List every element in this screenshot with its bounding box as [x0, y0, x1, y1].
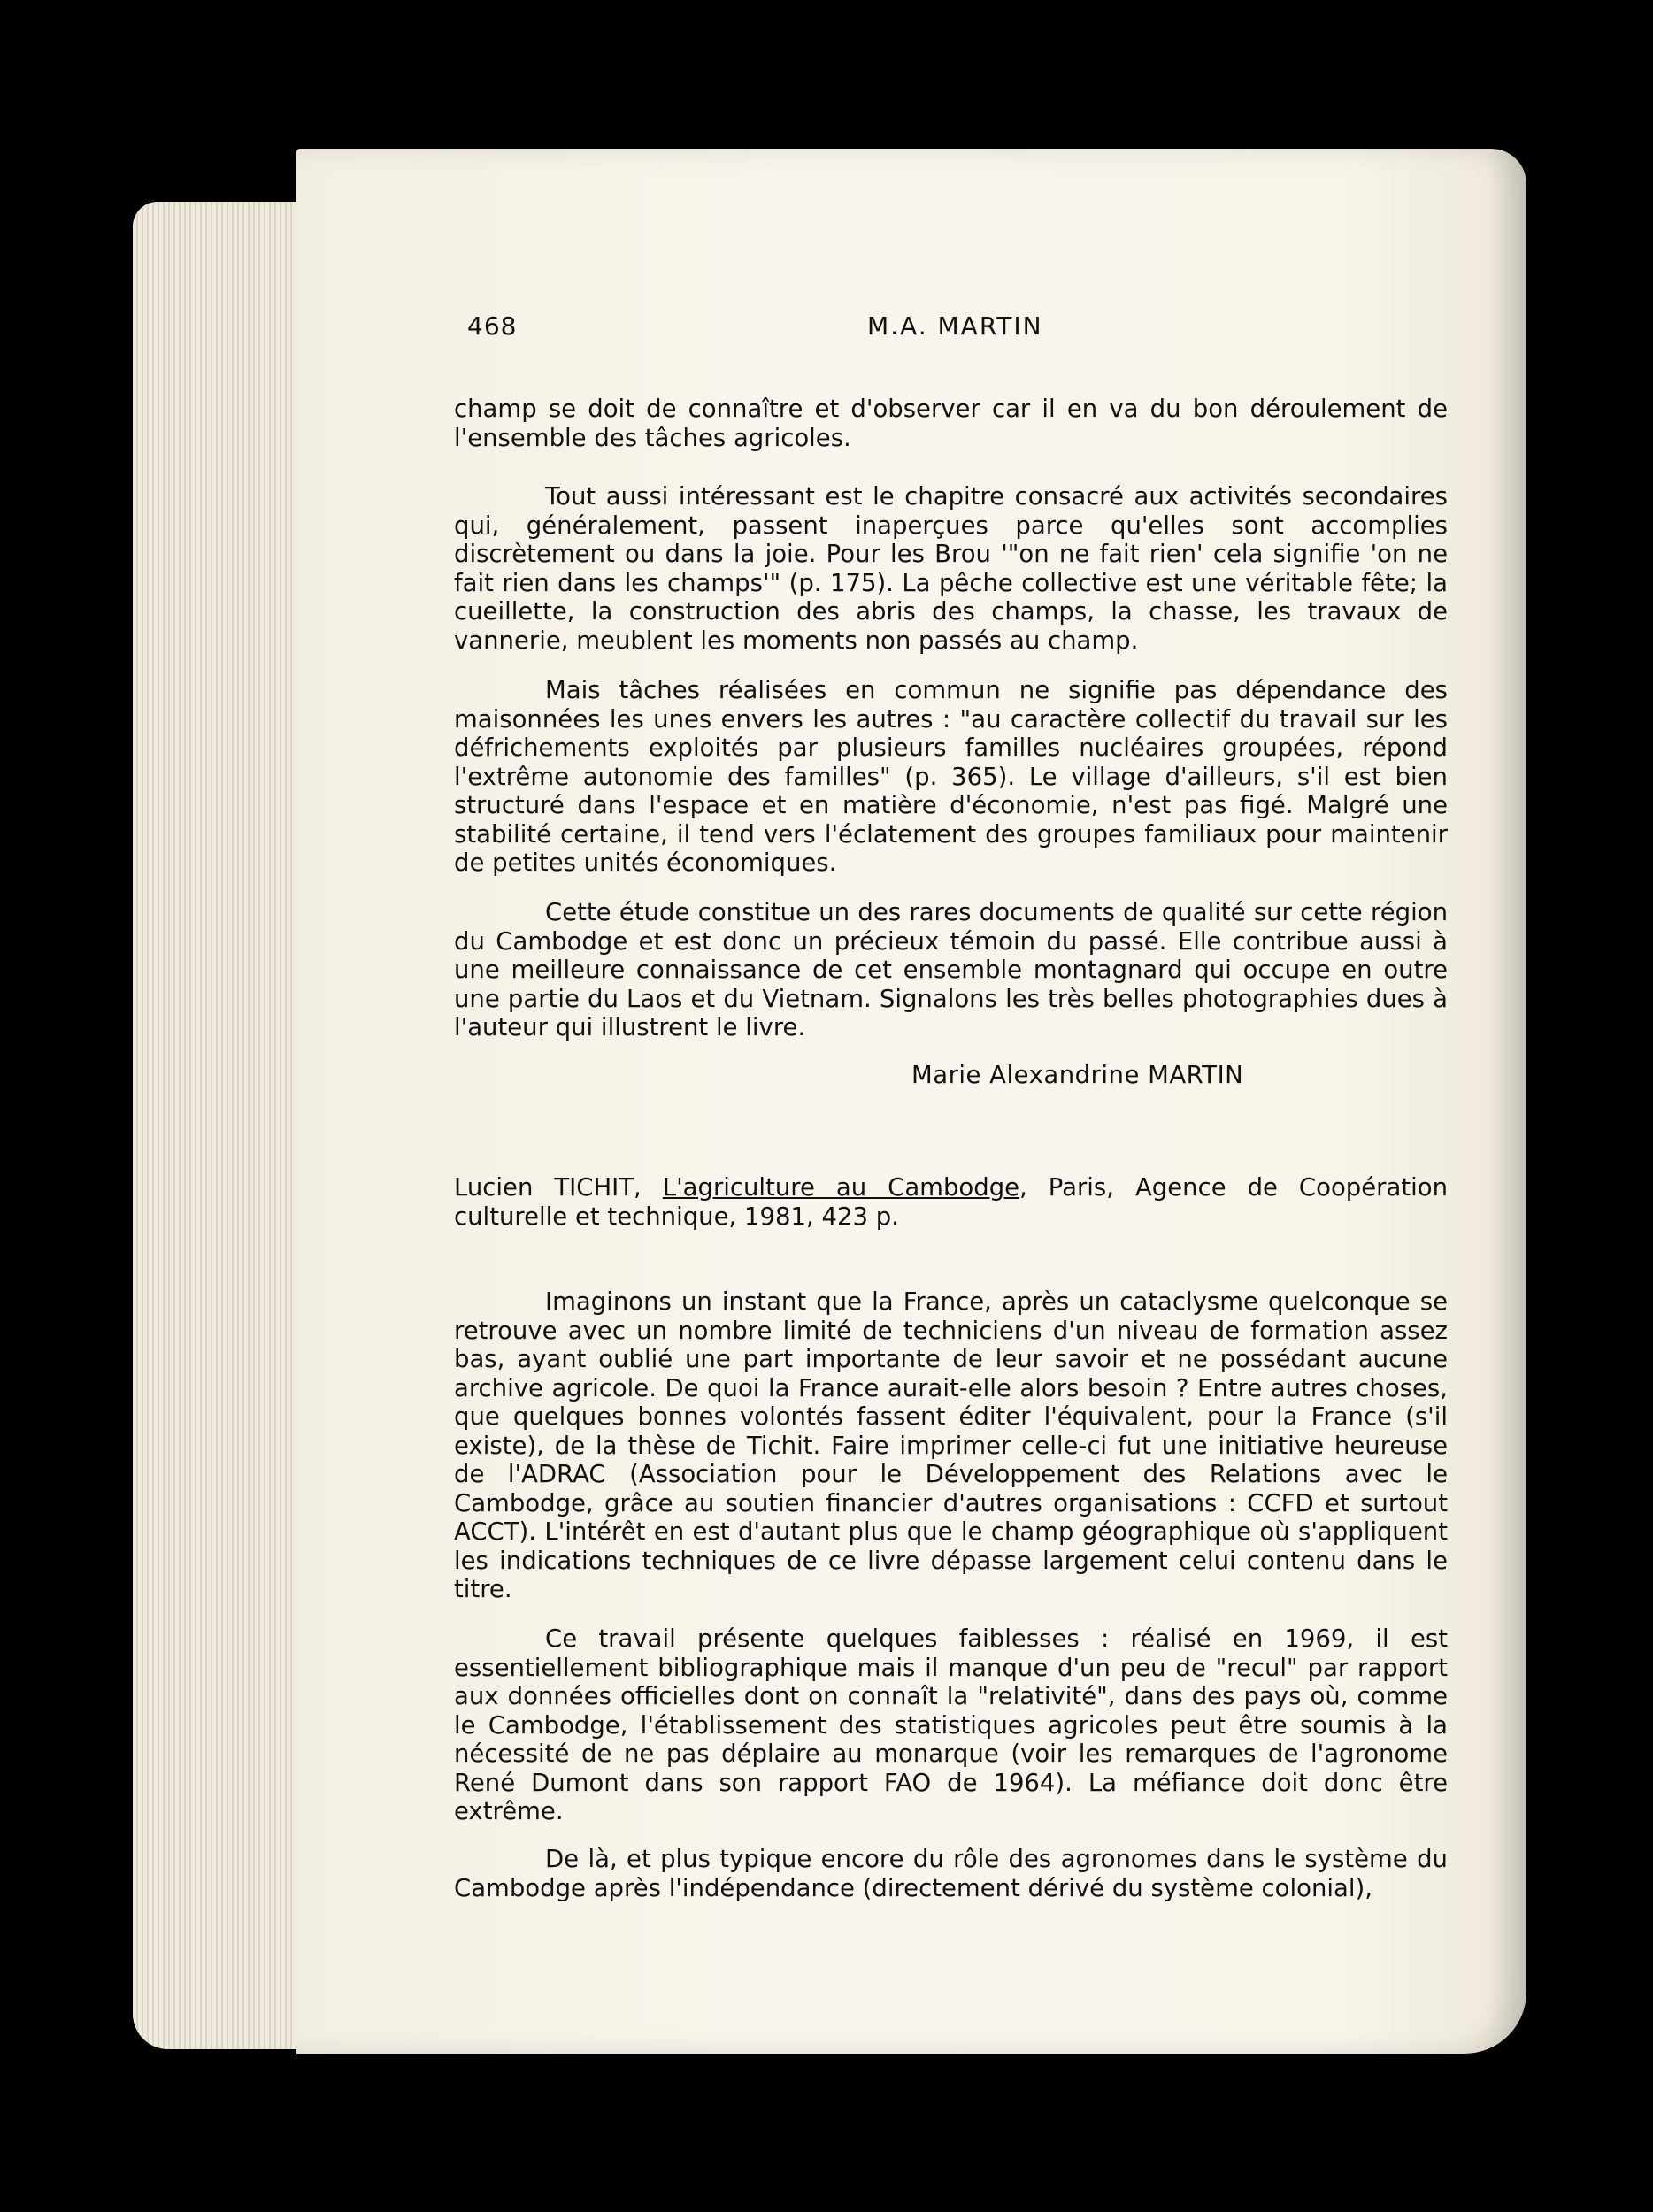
reviewed-publication: , Paris, Agence de Coopération culturelle et technique, 1981, 423 p.: [454, 1173, 1448, 1231]
page-edges: [133, 202, 319, 2049]
reviewed-author: Lucien TICHIT,: [454, 1173, 663, 1202]
paragraph: De là, et plus typique encore du rôle des agronomes dans le système du Cambodge après l'indépendance (directement dérivé du système colonial),: [454, 1845, 1448, 1902]
review-reference: [454, 1173, 1448, 1231]
review-paragraph-1: [454, 1287, 1448, 1604]
page-number: 468: [467, 311, 518, 341]
paragraph: Imaginons un instant que la France, après un cataclysme quelconque se retrouve avec un nombre limité de techniciens d'un niveau de formation assez bas, ayant oublié une part importante de leur savoir et ne possédant aucune archive agricole. De quoi la France aurait-elle alors besoin ? Entre autres choses, que quelques bonnes volontés fassent éditer l'équivalent, pour la France (s'il existe), de la thèse de Tichit. Faire imprimer celle-ci fut une initiative heureuse de l'ADRAC (Association pour le Développement des Relations avec le Cambodge, grâce au soutien financier d'autres organisations : CCFD et surtout ACCT). L'intérêt en est d'autant plus que le champ géographique où s'appliquent les indications techniques de ce livre dépasse largement celui contenu dans le titre.: [454, 1287, 1448, 1603]
paragraph: champ se doit de connaître et d'observer car il en va du bon déroulement de l'ensemble des tâches agricoles.: [454, 395, 1448, 452]
review-paragraph-2: [454, 1624, 1448, 1826]
paragraph-autonomy: [454, 676, 1448, 878]
paragraph: Tout aussi intéressant est le chapitre consacré aux activités secondaires qui, généralement, passent inaperçues parce qu'elles sont accomplies discrètement ou dans la joie. Pour les Brou '"on ne fait rien' cela signifie 'on ne fait rien dans les champs'" (p. 175). La pêche collective est une véritable fête; la cueillette, la construction des abris des champs, la chasse, les travaux de vannerie, meublent les moments non passés au champ.: [454, 482, 1448, 655]
paragraph: Mais tâches réalisées en commun ne signifie pas dépendance des maisonnées les unes envers les autres : "au caractère collectif du travail sur les défrichements exploités par plusieurs familles nucléaires groupées, répond l'extrême autonomie des familles" (p. 365). Le village d'ailleurs, s'il est bien structuré dans l'espace et en matière d'économie, n'est pas figé. Malgré une stabilité certaine, il tend vers l'éclatement des groupes familiaux pour maintenir de petites unités économiques.: [454, 676, 1448, 877]
paragraph: Cette étude constitue un des rares documents de qualité sur cette région du Cambodge et est donc un précieux témoin du passé. Elle contribue aussi à une meilleure connaissance de cet ensemble montagnard qui occupe en outre une partie du Laos et du Vietnam. Signalons les très belles photographies dues à l'auteur qui illustrent le livre.: [454, 898, 1448, 1041]
review-paragraph-3: [454, 1845, 1448, 1902]
paragraph-conclusion: [454, 898, 1448, 1042]
running-title: M.A. MARTIN: [867, 311, 1043, 341]
paragraph-activities: [454, 482, 1448, 655]
page-curl-shadow: [1487, 149, 1531, 2054]
reviewed-book-title: L'agriculture au Cambodge: [662, 1173, 1020, 1202]
paragraph-continuation: [454, 395, 1448, 452]
paragraph: Ce travail présente quelques faiblesses : réalisé en 1969, il est essentiellement bibliographique mais il manque d'un peu de "recul" par rapport aux données officielles dont on connaît la "relativité", dans des pays où, comme le Cambodge, l'établissement des statistiques agricoles peut être soumis à la nécessité de ne pas déplaire au monarque (voir les remarques de l'agronome René Dumont dans son rapport FAO de 1964). La méfiance doit donc être extrême.: [454, 1624, 1448, 1825]
review-signature: Marie Alexandrine MARTIN: [911, 1061, 1244, 1089]
